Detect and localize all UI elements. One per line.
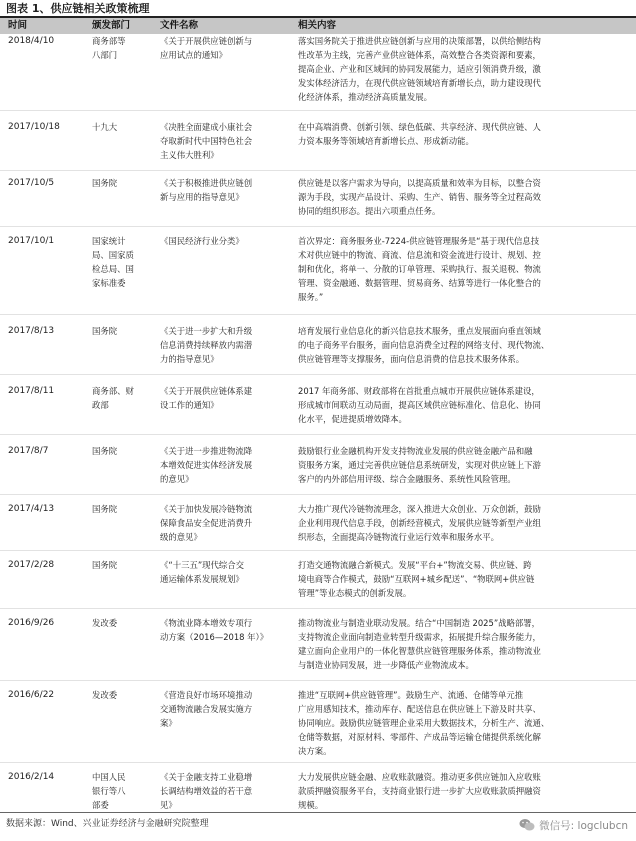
cell-dept: 国务院 [92, 178, 118, 188]
cell-doc: 《关于进一步扩大和升级 信息消费持续释放内需潜 力的指导意见》 [160, 326, 253, 364]
cell-date: 2017/8/13 [8, 326, 55, 336]
cell-date: 2017/10/1 [8, 236, 55, 246]
cell-doc: 《关于金融支持工业稳增 长调结构增效益的若干意 见》 [160, 772, 253, 810]
cell-content: 在中高端消费、创新引领、绿色低碳、共享经济、现代供应链、人 力资本服务等领域培育新增长点、形成新动能。 [298, 122, 541, 146]
cell-content: 推进“互联网+供应链管理”。鼓励生产、流通、仓储等单元推 广应用感知技术，推动库存、配送信息在供应链上下游及时共享、 协同响应。鼓励供应链管理企业采用大数据技术，分析生产、流通、 仓储等数据，对原材料、零部件、产成品等运输仓储提供系统化解 决方案。 [298, 690, 550, 756]
cell-content: 供应链是以客户需求为导向，以提高质量和效率为目标，以整合资 源为手段，实现产品设计、采购、生产、销售、服务等全过程高效 协同的组织形态。提出六项重点任务。 [298, 178, 541, 216]
cell-content: 落实国务院关于推进供应链创新与应用的决策部署，以供给侧结构 性改革为主线，完善产业供应链体系，高效整合各类资源和要素， 提高企业、产业和区域间的协同发展能力，适应引领消费升级，激 发实体经济活力，在现代供应链领域培育新增长点，助力建设现代 化经济体系，推动经济高质量发展。 [298, 36, 541, 102]
table-title: 图表 1、供应链相关政策梳理 [6, 2, 150, 15]
row-divider [0, 608, 636, 609]
cell-dept: 发改委 [92, 690, 118, 700]
cell-content: 推动物流业与制造业联动发展。结合“中国制造 2025”战略部署， 支持物流企业面向制造业转型升级需求，拓展提升综合服务能力， 建立面向企业用户的一体化智慧供应链管理服务体系，推动物流业 与制造业协同发展，进一步降低产业物流成本。 [298, 618, 541, 670]
cell-date: 2016/9/26 [8, 618, 55, 628]
cell-dept: 商务部等 八部门 [92, 36, 126, 60]
header-doc: 文件名称 [160, 20, 199, 31]
row-divider [0, 494, 636, 495]
header-date: 时间 [8, 20, 28, 31]
watermark-text: 微信号: logclubcn [539, 819, 628, 832]
cell-content: 首次界定：商务服务业-7224-供应链管理服务是“基于现代信息技 术对供应链中的物流、商流、信息流和资金流进行设计、规划、控 制和优化，将单一、分散的订单管理、采购执行、报关退税、物流 管理、资金融通、数据管理、贸易商务、结算等进行一体化整合的 服务。” [298, 236, 541, 302]
row-divider [0, 762, 636, 763]
cell-content: 大力发展供应链金融、应收账款融资。推动更多供应链加入应收账 款质押融资服务平台，支持商业银行进一步扩大应收账款质押融资 规模。 [298, 772, 541, 810]
wechat-icon [519, 818, 535, 832]
cell-doc: 《国民经济行业分类》 [160, 236, 244, 246]
cell-doc: 《物流业降本增效专项行 动方案（2016—2018 年）》 [160, 618, 269, 642]
cell-date: 2017/2/28 [8, 560, 55, 570]
cell-dept: 国务院 [92, 326, 118, 336]
header-dept: 颁发部门 [92, 20, 131, 31]
cell-content: 大力推广现代冷链物流理念，深入推进大众创业、万众创新，鼓励 企业利用现代信息手段，创新经营模式，发展供应链等新型产业组 织形态，全面提高冷链物流行业运行效率和服务水平。 [298, 504, 541, 542]
cell-content: 2017 年商务部、财政部将在首批重点城市开展供应链体系建设， 形成城市间联动互动局面，提高区域供应链标准化、信息化、协同 化水平，促进提质增效降本。 [298, 386, 541, 424]
cell-date: 2017/10/5 [8, 178, 55, 188]
cell-doc: 《关于进一步推进物流降 本增效促进实体经济发展 的意见》 [160, 446, 253, 484]
cell-content: 鼓励银行业金融机构开发支持物流业发展的供应链金融产品和融 资服务方案，通过完善供应链信息系统研发，实现对供应链上下游 客户的内外部信用评级、综合金融服务、系统性风险管理。 [298, 446, 541, 484]
cell-doc: 《关于开展供应链创新与 应用试点的通知》 [160, 36, 253, 60]
row-divider [0, 374, 636, 375]
cell-content: 培育发展行业信息化的新兴信息技术服务，重点发展面向垂直领域 的电子商务平台服务，面向信息消费全过程的网络支付、现代物流、 供应链管理等支撑服务，面向信息消费的信息技术服务体系。 [298, 326, 550, 364]
source-note: 数据来源：Wind、兴业证券经济与金融研究院整理 [6, 819, 209, 829]
table-bottom-rule [0, 812, 636, 813]
wechat-watermark [519, 818, 628, 832]
cell-doc: 《关于加快发展冷链物流 保障食品安全促进消费升 级的意见》 [160, 504, 253, 542]
row-divider [0, 550, 636, 551]
header-content: 相关内容 [298, 20, 337, 31]
cell-dept: 十九大 [92, 122, 118, 132]
cell-dept: 国家统计 局、国家质 检总局、国 家标准委 [92, 236, 134, 288]
cell-dept: 发改委 [92, 618, 118, 628]
cell-doc: 《关于积极推进供应链创 新与应用的指导意见》 [160, 178, 253, 202]
row-divider [0, 170, 636, 171]
row-divider [0, 226, 636, 227]
cell-date: 2017/4/13 [8, 504, 55, 514]
cell-date: 2016/2/14 [8, 772, 55, 782]
cell-dept: 国务院 [92, 446, 118, 456]
cell-doc: 《“十三五”现代综合交 通运输体系发展规划》 [160, 560, 245, 584]
cell-date: 2017/10/18 [8, 122, 60, 132]
cell-doc: 《关于开展供应链体系建 设工作的通知》 [160, 386, 253, 410]
cell-date: 2018/4/10 [8, 36, 55, 46]
cell-doc: 《营造良好市场环境推动 交通物流融合发展实施方 案》 [160, 690, 253, 728]
cell-date: 2017/8/11 [8, 386, 55, 396]
cell-dept: 商务部、财 政部 [92, 386, 134, 410]
row-divider [0, 314, 636, 315]
row-divider [0, 680, 636, 681]
cell-date: 2017/8/7 [8, 446, 49, 456]
cell-content: 打造交通物流融合新模式。发展“平台+”物流交易、供应链、跨 境电商等合作模式，鼓励“互联网+城乡配送”、“物联网+供应链 管理”等业态模式的创新发展。 [298, 560, 535, 598]
cell-dept: 国务院 [92, 504, 118, 514]
cell-dept: 中国人民 银行等八 部委 [92, 772, 126, 810]
cell-doc: 《决胜全面建成小康社会 夺取新时代中国特色社会 主义伟大胜利》 [160, 122, 253, 160]
cell-date: 2016/6/22 [8, 690, 55, 700]
cell-dept: 国务院 [92, 560, 118, 570]
row-divider [0, 110, 636, 111]
table-header [0, 18, 636, 34]
row-divider [0, 434, 636, 435]
